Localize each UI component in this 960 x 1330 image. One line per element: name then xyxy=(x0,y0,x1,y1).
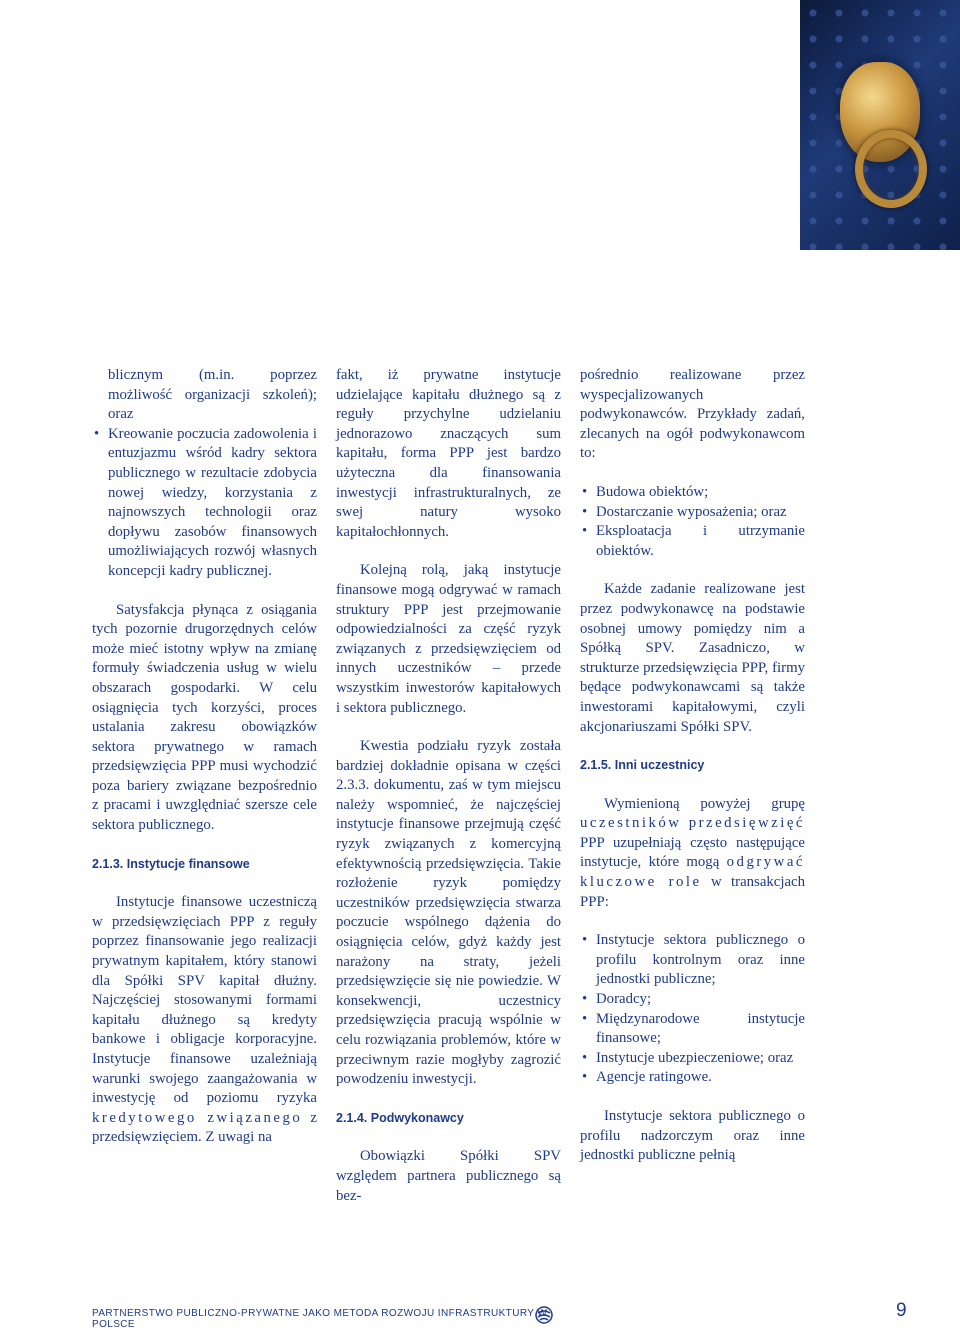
bullet-list xyxy=(580,931,805,1088)
list-item: • Eksploatacja i utrzymanie obiektów. xyxy=(580,522,805,561)
paragraph: Każde zadanie realizowane jest przez podwykonawcę na podstawie osobnej umowy pomiędzy nim a Spółką SPV. Zasadniczo, w strukturze przedsięwzięcia PPP, firmy będące podwykonawcami są także inwestorami kapitałowymi, czyli akcjonariuszami Spółki SPV. xyxy=(580,581,805,735)
list-item: • Instytucje sektora publicznego o profilu kontrolnym oraz inne jednostki publiczne; xyxy=(580,931,805,990)
column-2 xyxy=(336,366,561,1206)
paragraph: Instytucje sektora publicznego o profilu nadzorczym oraz inne jednostki publiczne pełnią xyxy=(580,1108,805,1164)
list-item: • Dostarczanie wyposażenia; oraz xyxy=(580,503,805,523)
paragraph: fakt, iż prywatne instytucje udzielające kapitału dłużnego są z reguły przychylne udzielaniu jednorazowo znaczących sum kapitału, forma PPP jest bardzo użyteczna dla finansowania inwestycji infrastrukturalnych, ze swej natury wysoko kapitałochłonnych. xyxy=(336,367,561,540)
running-footer: PARTNERSTWO PUBLICZNO-PRYWATNE JAKO METODA ROZWOJU INFRASTRUKTURY W POLSCE xyxy=(92,1308,548,1330)
list-item: • Instytucje ubezpieczeniowe; oraz xyxy=(580,1049,805,1069)
text: Wymienioną powyżej grupę xyxy=(604,795,805,812)
bullet-list xyxy=(580,483,805,561)
paragraph: Kwestia podziału ryzyk została bardziej dokładnie opisana w części 2.3.3. dokumentu, zaś w tym miejscu należy wspomnieć, że najczęściej instytucje finansowe przejmują część ryzyk związanych z komercyjną efektywnością przedsięwzięcia. Takie rozłożenie ryzyk pomiędzy uczestników przedsięwzięcia stwarza poczucie wspólnego dążenia do osiągnięcia celów, gdyż każdy jest narażony na straty, jeżeli przedsięwzięcie się nie powiedzie. W konsekwencji, uczestnicy przedsięwzięcia pracują wspólnie w celu rozwiązania problemów, które w przeciwnym razie mogłyby zagrozić powodzeniu inwestycji. xyxy=(336,738,561,1088)
section-heading-2-1-5: 2.1.5. Inni uczestnicy xyxy=(580,758,705,773)
door-knocker-photo xyxy=(800,0,960,250)
text: odgrywać kluczowe role xyxy=(580,854,805,891)
column-1 xyxy=(92,366,317,1148)
list-item: • Kreowanie poczucia zadowolenia i entuzjazmu wśród kadry sektora publicznego w rezultacie zdobycia nowej wiedzy, korzystania z najnowszych technologii oraz dopływu zasobów finansowych umożliwiających rozwój własnych koncepcji kadry publicznej. xyxy=(92,425,317,582)
text: w transakcjach PPP: xyxy=(580,874,805,910)
paragraph xyxy=(580,795,805,913)
knocker-ring xyxy=(855,130,927,208)
list-item: • Międzynarodowe instytucje finansowe; xyxy=(580,1010,805,1049)
page-number: 9 xyxy=(896,1300,907,1321)
text: PPP uzupełniają często następujące instytucje, które mogą xyxy=(580,834,805,871)
text: Instytucje finansowe uczestniczą w przedsięwzięciach PPP z reguły poprzez finansowanie jego realizacji prywatnym kapitałem, który stanowi dla Spółki SPV kapitał dłużny. Najczęściej stosowanymi formami kapitału dłużnego są kredyty bankowe i obligacje korporacyjne. Instytucje finansowe uzależniają warunki swojego zaangażowania w inwestycję od poziomu ryzyka xyxy=(92,894,317,1107)
paragraph: blicznym (m.in. poprzez możliwość organizacji szkoleń); oraz xyxy=(108,367,317,423)
paragraph: Obowiązki Spółki SPV względem partnera publicznego są bez- xyxy=(336,1148,561,1204)
section-heading-2-1-4: 2.1.4. Podwykonawcy xyxy=(336,1110,464,1125)
paragraph: Satysfakcja płynąca z osiągania tych pozornie drugorzędnych celów może mieć istotny wpływ na zmianę formuły świadczenia usług w wielu obszarach gospodarki. W celu osiągnięcia tych korzyści, proces ustalania zakresu obowiązków sektora prywatnego w ramach przedsięwzięcia PPP musi wychodzić poza bariery związane bezpośrednio z pracami i uwzględniać szersze cele sektora publicznego. xyxy=(92,601,317,834)
text: z przedsięwzięciem. Z uwagi na xyxy=(92,1109,317,1146)
paragraph: Kolejną rolą, jaką instytucje finansowe mogą odgrywać w ramach struktury PPP jest przejmowanie odpowiedzialności za część ryzyk związanych z przedsięwzięciem od innych uczestników – przede wszystkim inwestorów kapitałowych i sektora publicznego. xyxy=(336,562,561,716)
list-item: • Doradcy; xyxy=(580,990,805,1010)
section-heading-2-1-3: 2.1.3. Instytucje finansowe xyxy=(92,856,250,871)
text: kredytowego związanego xyxy=(92,1109,303,1126)
paragraph: pośrednio realizowane przez wyspecjalizowanych podwykonawców. Przykłady zadań, zlecanych na ogół podwykonawcom to: xyxy=(580,367,805,462)
list-item: • Budowa obiektów; xyxy=(580,483,805,503)
bullet-list xyxy=(92,425,317,582)
logo-icon xyxy=(535,1306,553,1324)
list-item: • Agencje ratingowe. xyxy=(580,1068,805,1088)
paragraph xyxy=(92,893,317,1148)
column-3 xyxy=(580,366,805,1166)
text: uczestników przedsięwzięć xyxy=(580,815,805,832)
